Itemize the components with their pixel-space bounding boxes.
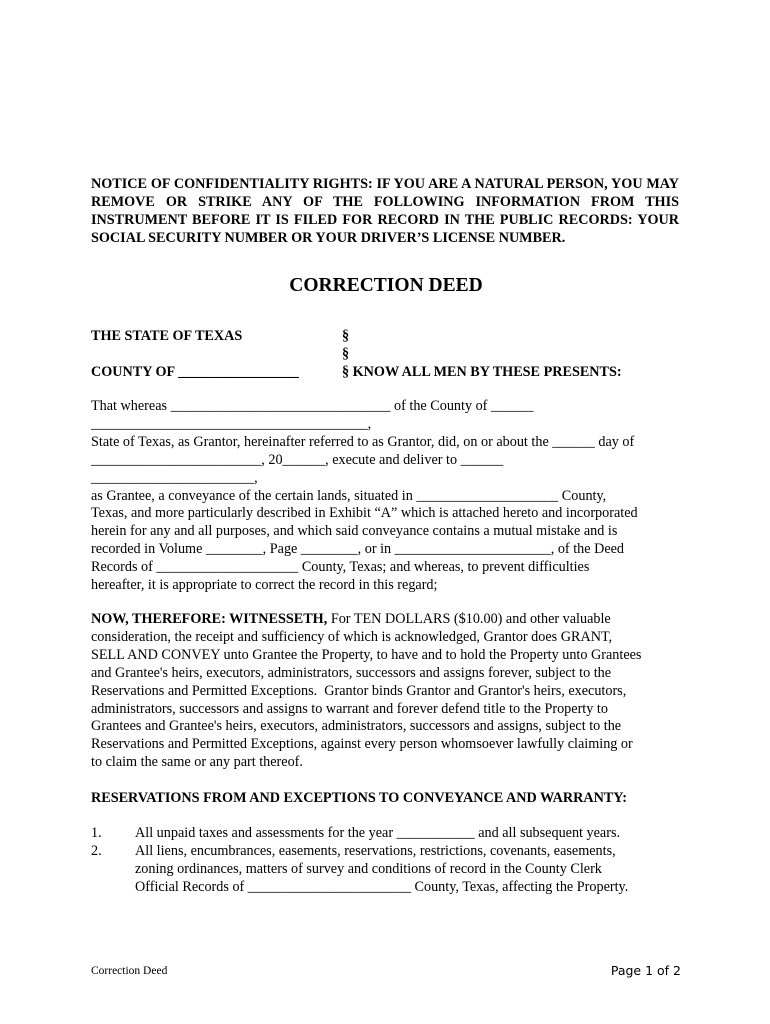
text-line: herein for any and all purposes, and which said conveyance contains a mutual mistake and is: [91, 523, 618, 540]
reservations-heading: RESERVATIONS FROM AND EXCEPTIONS TO CONVEYANCE AND WARRANTY:: [91, 790, 627, 806]
text-line: zoning ordinances, matters of survey and conditions of record in the County Clerk: [135, 860, 602, 877]
witnesseth-first-rest: For TEN DOLLARS ($10.00) and other valuable: [327, 611, 611, 627]
know-all-men: § KNOW ALL MEN BY THESE PRESENTS:: [342, 364, 622, 380]
text-line: and Grantee's heirs, executors, administrators, successors and assigns forever, subject to the: [91, 664, 612, 681]
text-line: to claim the same or any part thereof.: [91, 754, 303, 771]
text-line: _______________________________________,: [91, 415, 372, 432]
text-line: State of Texas, as Grantor, hereinafter referred to as Grantor, did, on or about the ______ day of: [91, 433, 635, 450]
section-mark-2: §: [342, 346, 350, 362]
text-line: [91, 611, 681, 629]
text-line: as Grantee, a conveyance of the certain lands, situated in ____________________ County,: [91, 487, 607, 504]
text-line: administrators, successors and assigns to warrant and forever defend title to the Property to: [91, 700, 608, 717]
caption-block: [91, 328, 681, 382]
text-line: Reservations and Permitted Exceptions. Grantor binds Grantor and Grantor's heirs, executors,: [91, 682, 627, 699]
whereas-paragraph: [91, 398, 681, 595]
text-line: ________________________, 20______, execute and deliver to ______: [91, 451, 504, 468]
list-item: [91, 825, 681, 843]
list-item-number: 2.: [91, 842, 102, 859]
text-line: Grantees and Grantee's heirs, executors, administrators, successors and assigns, subject to the: [91, 718, 622, 735]
deed-title: CORRECTION DEED: [289, 275, 483, 296]
witnesseth-lead: NOW, THEREFORE: WITNESSETH,: [91, 611, 328, 627]
state-label: THE STATE OF TEXAS: [91, 328, 243, 344]
witnesseth-paragraph: [91, 611, 681, 772]
text-line: Texas, and more particularly described in Exhibit “A” which is attached hereto and incorporated: [91, 505, 638, 522]
footer-document-name: Correction Deed: [91, 965, 168, 977]
text-line: recorded in Volume ________, Page ________, or in ______________________, of the Deed: [91, 541, 625, 558]
text-line: consideration, the receipt and sufficiency of which is acknowledged, Grantor does GRANT,: [91, 628, 613, 645]
text-line: Records of ____________________ County, Texas; and whereas, to prevent difficulties: [91, 559, 590, 576]
text-line: All liens, encumbrances, easements, reservations, restrictions, covenants, easements,: [135, 842, 616, 859]
text-line: Official Records of _______________________ County, Texas, affecting the Property.: [135, 878, 629, 895]
county-label: COUNTY OF _________________: [91, 364, 299, 380]
document-page: [91, 0, 681, 1024]
list-item-number: 1.: [91, 825, 102, 841]
list-item: [91, 843, 681, 897]
text-line: That whereas _______________________________ of the County of ______: [91, 398, 534, 414]
text-line: All unpaid taxes and assessments for the year ___________ and all subsequent years.: [135, 825, 621, 841]
confidentiality-notice: NOTICE OF CONFIDENTIALITY RIGHTS: IF YOU ARE A NATURAL PERSON, YOU MAY REMOVE OR STRIKE ANY OF THE FOLLOWING INFORMATION FROM THIS INSTRUMENT BEFORE IT IS FILED FOR RECORD IN THE PUBLIC RECORDS: YOUR SOCIAL SECURITY NUMBER OR YOUR DRIVER’S LICENSE NUMBER.: [91, 176, 679, 246]
text-line: hereafter, it is appropriate to correct the record in this regard;: [91, 577, 438, 594]
text-line: SELL AND CONVEY unto Grantee the Property, to have and to hold the Property unto Grantees: [91, 646, 642, 663]
reservations-list: [91, 825, 681, 897]
text-line: Reservations and Permitted Exceptions, against every person whomsoever lawfully claiming or: [91, 736, 633, 753]
section-mark-1: §: [342, 328, 350, 344]
footer-page-number: Page 1 of 2: [610, 963, 681, 978]
text-line: _______________________,: [91, 469, 258, 486]
